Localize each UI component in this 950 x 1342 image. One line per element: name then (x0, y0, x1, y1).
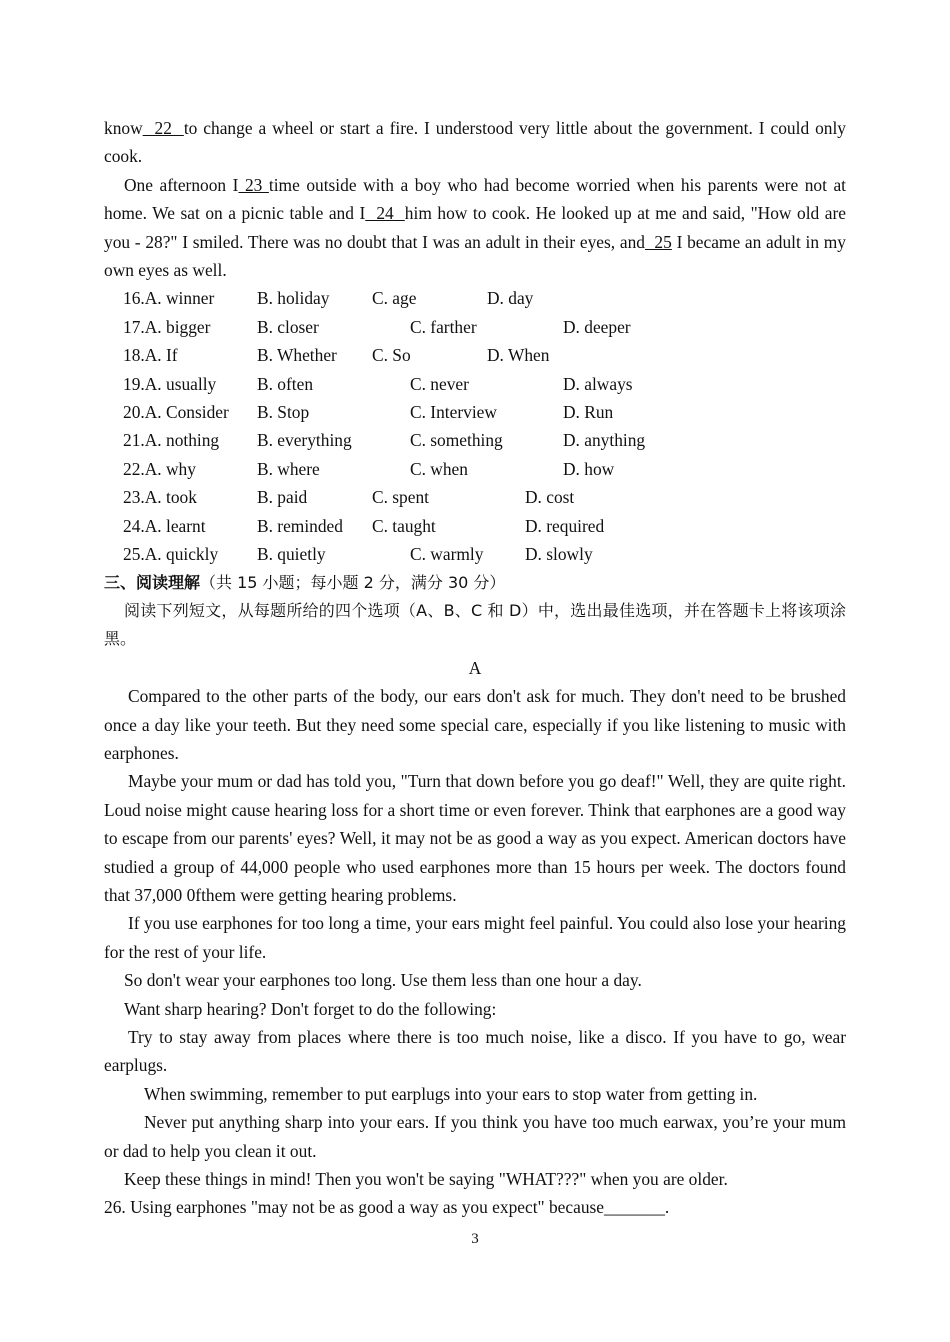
paragraph: Try to stay away from places where there is too much noise, like a disco. If you have to go, wear earplugs. (104, 1027, 846, 1076)
option-b: B. paid (257, 487, 308, 508)
paragraph: When swimming, remember to put earplugs into your ears to stop water from getting in. (144, 1083, 758, 1104)
question-26: 26. Using earphones "may not be as good a way as you expect" because_______. (104, 1197, 670, 1218)
section-heading: 三、阅读理解（共 15 小题；每小题 2 分，满分 30 分） (104, 572, 506, 592)
option-a: 17.A. bigger (123, 316, 211, 337)
option-row (123, 426, 846, 454)
paragraph: If you use earphones for too long a time, your ears might feel painful. You could also lose your hearing for the rest of your life. (104, 913, 846, 962)
option-row (123, 284, 846, 312)
paragraph: One afternoon I 23 time outside with a boy who had become worried when his parents were not at home. We sat on a picnic table and I 24 him how to cook. He looked up at me and said, "How old are you - 28?" I smiled. There was no doubt that I was an adult in their eyes, and 25 I became an adult in my own eyes as well. (104, 174, 847, 281)
option-c: C. So (372, 345, 411, 366)
option-b: B. reminded (257, 515, 343, 536)
option-c: C. farther (410, 316, 477, 337)
option-row (123, 512, 846, 540)
option-d: D. anything (563, 430, 646, 451)
passage-label: A (468, 657, 482, 678)
options-list (104, 284, 846, 568)
option-b: B. Stop (257, 402, 310, 423)
option-d: D. When (487, 345, 550, 366)
option-d: D. how (563, 458, 615, 479)
option-b: B. holiday (257, 288, 330, 309)
option-row (123, 540, 846, 568)
option-b: B. quietly (257, 544, 326, 565)
option-c: C. Interview (410, 402, 497, 423)
option-row (123, 398, 846, 426)
option-b: B. closer (257, 316, 319, 337)
paragraph: Maybe your mum or dad has told you, "Turn that down before you go deaf!" Well, they are quite right. Loud noise might cause hearing loss for a short time or even forever. Think that earphones are a good way to escape from our parents' eyes? Well, it may not be as good a way as you expect. American doctors have studied a group of 44,000 people who used earphones more than 15 hours per week. The doctors found that 37,000 0fthem were getting hearing problems. (104, 771, 846, 905)
option-c: C. when (410, 458, 468, 479)
option-d: D. cost (525, 487, 575, 508)
option-a: 18.A. If (123, 345, 178, 366)
option-d: D. Run (563, 402, 614, 423)
option-c: C. taught (372, 515, 436, 536)
option-d: D. day (487, 288, 534, 309)
blank-25: 25 (644, 231, 672, 252)
blank-24: 24 (365, 203, 405, 224)
paragraph: know 22 to change a wheel or start a fire. I understood very little about the government. I could only cook. (104, 118, 846, 167)
option-b: B. where (257, 458, 320, 479)
page-number: 3 (471, 1231, 479, 1247)
option-row (123, 483, 846, 511)
option-a: 22.A. why (123, 458, 196, 479)
option-a: 21.A. nothing (123, 430, 220, 451)
option-row (123, 370, 846, 398)
paragraph: Keep these things in mind! Then you won't be saying "WHAT???" when you are older. (124, 1169, 728, 1190)
paragraph: Never put anything sharp into your ears. If you think you have too much earwax, you’re your mum or dad to help you clean it out. (104, 1112, 846, 1161)
blank-22: 22 (142, 118, 184, 138)
paragraph: Want sharp hearing? Don't forget to do the following: (124, 998, 497, 1019)
option-d: D. slowly (525, 544, 593, 565)
option-c: C. age (372, 288, 417, 309)
paragraph: Compared to the other parts of the body, our ears don't ask for much. They don't need to be brushed once a day like your teeth. But they need some special care, especially if you like listening to music with earphones. (104, 686, 846, 763)
option-b: B. Whether (257, 345, 337, 366)
paragraph: So don't wear your earphones too long. Use them less than one hour a day. (124, 970, 642, 991)
option-a: 20.A. Consider (123, 402, 229, 423)
section-instruction: 阅读下列短文，从每题所给的四个选项（A、B、C 和 D）中，选出最佳选项，并在答题卡上将该项涂黑。 (104, 600, 846, 649)
option-c: C. spent (372, 487, 430, 508)
option-c: C. warmly (410, 544, 484, 565)
option-c: C. never (410, 373, 469, 394)
option-d: D. deeper (563, 316, 631, 337)
blank-23: 23 (238, 174, 269, 195)
option-d: D. always (563, 373, 633, 394)
option-b: B. everything (257, 430, 352, 451)
option-a: 23.A. took (123, 487, 197, 508)
option-row (123, 313, 846, 341)
option-row (123, 455, 846, 483)
option-a: 24.A. learnt (123, 515, 206, 536)
option-a: 25.A. quickly (123, 544, 219, 565)
option-b: B. often (257, 373, 314, 394)
document-body (104, 114, 846, 1222)
option-d: D. required (525, 515, 605, 536)
option-c: C. something (410, 430, 503, 451)
option-a: 19.A. usually (123, 373, 217, 394)
option-a: 16.A. winner (123, 288, 215, 309)
option-row (123, 341, 846, 369)
